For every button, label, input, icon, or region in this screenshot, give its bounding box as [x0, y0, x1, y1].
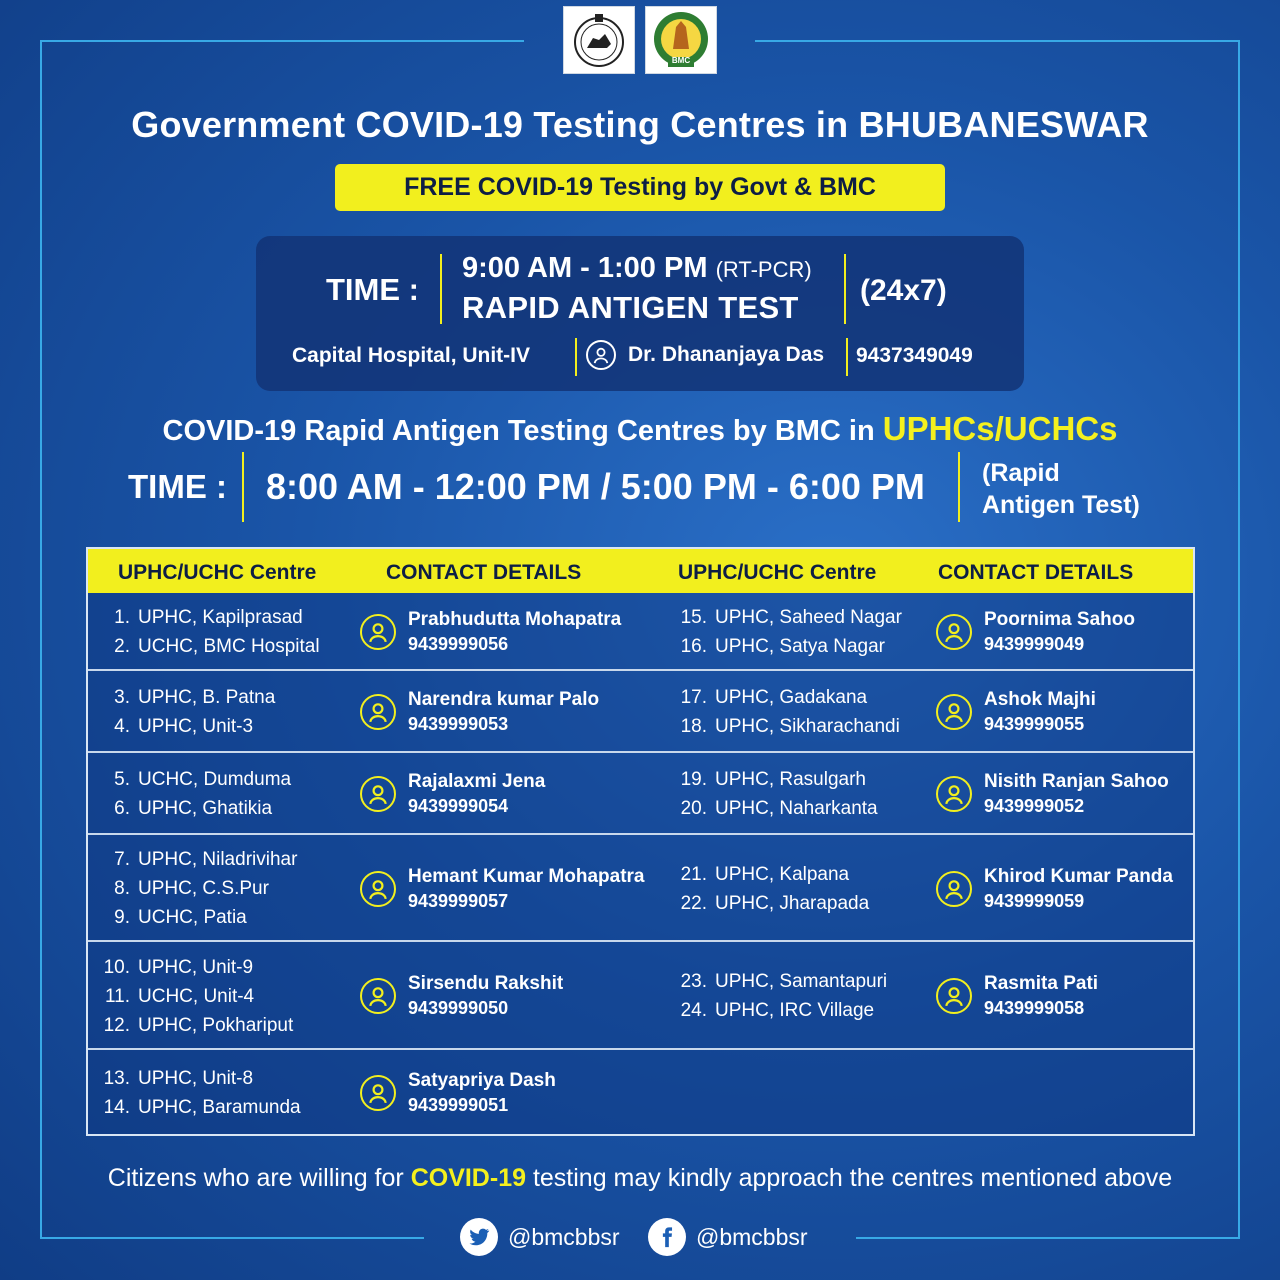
table-row	[88, 671, 1193, 753]
centre-number: 14.	[103, 1097, 130, 1118]
contact-phone: 9439999057	[408, 891, 509, 911]
facebook-link[interactable]	[648, 1218, 808, 1256]
person-icon	[360, 614, 396, 650]
centre-number: 20.	[680, 798, 707, 819]
bmc-logo-text: BMC	[671, 56, 691, 65]
header-contact-right: CONTACT DETAILS	[938, 561, 1134, 584]
uphc-title-main: COVID-19 Rapid Antigen Testing Centres by BMC in	[162, 415, 875, 447]
contact-text	[984, 971, 1098, 1021]
centre-name: UPHC, Unit-9	[138, 957, 254, 978]
centre-item	[96, 953, 293, 982]
centre-number: 12.	[103, 1015, 130, 1036]
centre-item	[673, 996, 887, 1025]
centre-number: 8.	[114, 878, 130, 899]
centre-list	[673, 860, 869, 918]
centre-item	[96, 982, 293, 1011]
centre-list	[673, 683, 900, 741]
centre-item	[96, 794, 291, 823]
rtpcr-tag: (RT-PCR)	[715, 257, 812, 282]
centre-number: 5.	[114, 769, 130, 790]
centre-name: UPHC, C.S.Pur	[138, 878, 269, 899]
contact-text	[984, 687, 1096, 737]
centre-number: 6.	[114, 798, 130, 819]
hospital-name: Capital Hospital, Unit-IV	[292, 344, 531, 367]
frame-top-left-line	[40, 40, 524, 42]
odisha-emblem-logo	[563, 6, 635, 74]
contact-details	[360, 607, 621, 657]
centre-item	[96, 1011, 293, 1040]
contact-details	[360, 971, 563, 1021]
contact-phone: 9439999058	[984, 998, 1085, 1018]
centre-item	[673, 967, 887, 996]
centre-number: 18.	[680, 716, 707, 737]
contact-name: Prabhudutta Mohapatra	[408, 609, 622, 630]
twitter-icon	[460, 1218, 498, 1256]
centre-list	[96, 603, 320, 661]
header-centre-left: UPHC/UCHC Centre	[118, 561, 317, 584]
contact-phone: 9439999051	[408, 1095, 509, 1115]
frame-right-line	[1238, 40, 1240, 1238]
contact-name: Hemant Kumar Mohapatra	[408, 866, 645, 887]
contact-text	[408, 971, 563, 1021]
person-icon	[360, 694, 396, 730]
footer-note-highlight: COVID-19	[410, 1164, 526, 1192]
panel-divider-2	[844, 254, 846, 324]
person-icon	[360, 1075, 396, 1111]
person-icon	[936, 614, 972, 650]
contact-phone: 9439999049	[984, 634, 1085, 654]
centre-list	[96, 845, 297, 932]
centre-item	[96, 632, 320, 661]
centre-item	[673, 765, 878, 794]
centre-item	[96, 683, 275, 712]
centre-item	[96, 1064, 301, 1093]
centre-name: UCHC, Patia	[138, 907, 247, 928]
centre-number: 2.	[114, 636, 130, 657]
frame-bottom-right-line	[856, 1237, 1240, 1239]
person-icon	[360, 871, 396, 907]
footer-note-before: Citizens who are willing for	[107, 1164, 411, 1192]
uphc-note-line1: (Rapid	[982, 459, 1060, 487]
centre-item	[673, 889, 869, 918]
centre-item	[96, 603, 320, 632]
contact-text	[408, 687, 599, 737]
table-row	[88, 753, 1193, 835]
contact-text	[984, 769, 1169, 819]
centre-item	[673, 603, 902, 632]
centre-number: 9.	[114, 907, 130, 928]
contact-details	[936, 864, 1173, 914]
centre-name: UPHC, Gadakana	[715, 687, 868, 708]
frame-top-right-line	[755, 40, 1240, 42]
centre-number: 24.	[680, 1000, 707, 1021]
panel-time-label: TIME :	[326, 272, 419, 307]
contact-name: Narendra kumar Palo	[408, 689, 600, 710]
contact-name: Nisith Ranjan Sahoo	[984, 771, 1169, 792]
footer-note-after: testing may kindly approach the centres mentioned above	[526, 1164, 1173, 1192]
frame-left-line	[40, 40, 42, 1238]
centre-number: 15.	[680, 607, 707, 628]
centre-name: UCHC, BMC Hospital	[138, 636, 320, 657]
doctor-name: Dr. Dhananjaya Das	[628, 343, 825, 366]
centre-number: 3.	[114, 687, 130, 708]
centre-name: UPHC, Niladrivihar	[138, 849, 298, 870]
person-icon	[936, 776, 972, 812]
uphc-time-label: TIME :	[128, 468, 227, 505]
contact-name: Ashok Majhi	[984, 689, 1096, 710]
centre-item	[673, 794, 878, 823]
centre-number: 10.	[103, 957, 130, 978]
centre-number: 19.	[680, 769, 707, 790]
centre-name: UPHC, Unit-3	[138, 716, 254, 737]
frame-bottom-left-line	[40, 1237, 424, 1239]
person-icon	[936, 871, 972, 907]
header-contact-left: CONTACT DETAILS	[386, 561, 582, 584]
centre-item	[673, 683, 900, 712]
contact-details	[360, 864, 645, 914]
centre-list	[673, 967, 887, 1025]
centre-number: 7.	[114, 849, 130, 870]
centre-list	[673, 765, 878, 823]
contact-name: Satyapriya Dash	[408, 1070, 556, 1091]
centre-name: UPHC, Samantapuri	[715, 971, 888, 992]
centre-item	[673, 712, 900, 741]
contact-details	[936, 971, 1098, 1021]
centre-name: UPHC, IRC Village	[715, 1000, 875, 1021]
centre-number: 17.	[680, 687, 707, 708]
contact-phone: 9439999055	[984, 714, 1085, 734]
doctor-line	[586, 340, 824, 370]
facebook-icon	[648, 1218, 686, 1256]
centre-list	[96, 1064, 301, 1122]
centre-name: UPHC, Jharapada	[715, 893, 870, 914]
person-icon	[936, 694, 972, 730]
centre-item	[96, 874, 297, 903]
centre-item	[673, 632, 902, 661]
contact-text	[408, 1068, 556, 1118]
rtpcr-time-line	[462, 252, 812, 285]
contact-details	[360, 769, 545, 819]
centre-number: 11.	[104, 986, 130, 1007]
uphc-divider-1	[242, 452, 244, 522]
centre-item	[96, 712, 275, 741]
capital-hospital-panel	[256, 236, 1024, 391]
centre-item	[96, 903, 297, 932]
rapid-hours: (24x7)	[860, 274, 947, 307]
table-row	[88, 835, 1193, 942]
facebook-handle: @bmcbbsr	[696, 1223, 808, 1250]
twitter-handle: @bmcbbsr	[508, 1223, 620, 1250]
bmc-logo	[645, 6, 717, 74]
panel-divider-4	[846, 338, 848, 376]
centre-name: UPHC, Naharkanta	[715, 798, 878, 819]
centre-number: 1.	[114, 607, 130, 628]
contact-name: Poornima Sahoo	[984, 609, 1135, 630]
contact-phone: 9439999054	[408, 796, 509, 816]
panel-divider-1	[440, 254, 442, 324]
centre-item	[96, 845, 297, 874]
centre-name: UPHC, B. Patna	[138, 687, 276, 708]
page-title: Government COVID-19 Testing Centres in BHUBANESWAR	[131, 104, 1149, 145]
table-header	[88, 549, 1193, 593]
contact-details	[936, 769, 1169, 819]
header-centre-right: UPHC/UCHC Centre	[678, 561, 877, 584]
uphc-section-title	[0, 410, 1280, 448]
table-row	[88, 942, 1193, 1050]
centre-name: UPHC, Sikharachandi	[715, 716, 900, 737]
centre-name: UPHC, Pokhariput	[138, 1015, 294, 1036]
contact-details	[936, 607, 1135, 657]
person-icon	[360, 776, 396, 812]
contact-name: Sirsendu Rakshit	[408, 973, 564, 994]
centre-number: 16.	[680, 636, 707, 657]
contact-text	[408, 864, 645, 914]
centre-list	[96, 683, 275, 741]
centre-name: UCHC, Dumduma	[138, 769, 292, 790]
centre-name: UPHC, Rasulgarh	[715, 769, 866, 790]
uphc-time-note	[982, 457, 1182, 521]
contact-details	[360, 1068, 556, 1118]
contact-text	[408, 607, 621, 657]
footer-note	[0, 1164, 1280, 1193]
centre-name: UPHC, Unit-8	[138, 1068, 254, 1089]
centre-name: UPHC, Kapilprasad	[138, 607, 303, 628]
centre-number: 21.	[680, 864, 707, 885]
centre-name: UPHC, Ghatikia	[138, 798, 273, 819]
centres-table	[86, 547, 1195, 1136]
centre-name: UCHC, Unit-4	[138, 986, 255, 1007]
contact-phone: 9439999059	[984, 891, 1085, 911]
centre-number: 22.	[680, 893, 707, 914]
person-icon	[586, 340, 616, 370]
contact-details	[360, 687, 599, 737]
centre-list	[96, 953, 293, 1040]
centre-number: 4.	[114, 716, 130, 737]
doctor-phone: 9437349049	[856, 344, 973, 367]
free-testing-banner: FREE COVID-19 Testing by Govt & BMC	[335, 164, 945, 211]
person-icon	[360, 978, 396, 1014]
centre-name: UPHC, Baramunda	[138, 1097, 301, 1118]
centre-number: 13.	[103, 1068, 130, 1089]
centre-item	[96, 765, 291, 794]
centre-item	[96, 1093, 301, 1122]
contact-text	[984, 864, 1173, 914]
contact-name: Rasmita Pati	[984, 973, 1099, 994]
contact-phone: 9439999053	[408, 714, 509, 734]
rapid-antigen-label: RAPID ANTIGEN TEST	[462, 290, 799, 325]
centre-item	[673, 860, 869, 889]
centre-list	[96, 765, 291, 823]
contact-text	[984, 607, 1135, 657]
contact-text	[408, 769, 545, 819]
uphc-title-highlight: UPHCs/UCHCs	[882, 410, 1118, 447]
odisha-emblem-icon	[569, 10, 629, 70]
contact-name: Khirod Kumar Panda	[984, 866, 1173, 887]
uphc-note-line2: Antigen Test)	[982, 491, 1140, 519]
centre-name: UPHC, Saheed Nagar	[715, 607, 902, 628]
contact-phone: 9439999052	[984, 796, 1085, 816]
contact-details	[936, 687, 1096, 737]
centre-name: UPHC, Kalpana	[715, 864, 850, 885]
contact-phone: 9439999050	[408, 998, 509, 1018]
rtpcr-time: 9:00 AM - 1:00 PM	[462, 252, 708, 284]
uphc-time-value: 8:00 AM - 12:00 PM / 5:00 PM - 6:00 PM	[266, 466, 925, 507]
centre-name: UPHC, Satya Nagar	[715, 636, 886, 657]
table-row	[88, 593, 1193, 671]
twitter-link[interactable]	[460, 1218, 620, 1256]
person-icon	[936, 978, 972, 1014]
contact-name: Rajalaxmi Jena	[408, 771, 546, 792]
uphc-divider-2	[958, 452, 960, 522]
centre-list	[673, 603, 902, 661]
table-row	[88, 1050, 1193, 1136]
centre-number: 23.	[680, 971, 707, 992]
panel-divider-3	[575, 338, 577, 376]
contact-phone: 9439999056	[408, 634, 509, 654]
